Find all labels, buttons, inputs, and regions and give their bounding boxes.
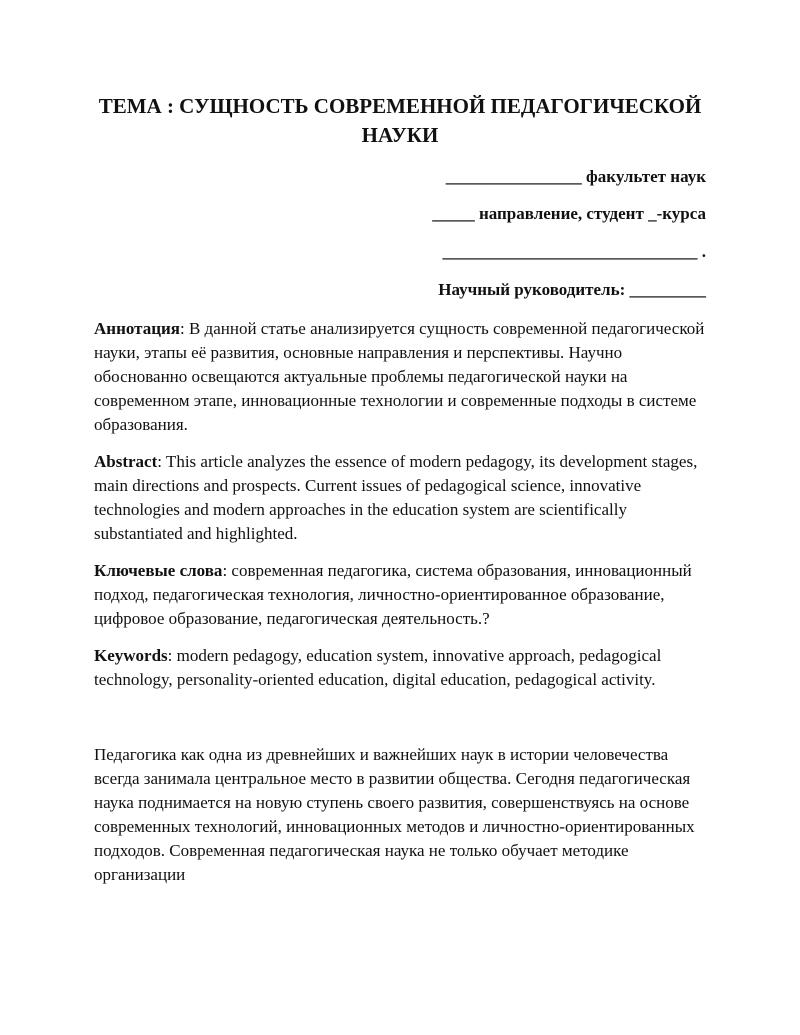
keywords-ru-paragraph [94,559,706,631]
abstract-label: Abstract [94,452,158,471]
faculty-line: ________________ факультет наук [445,167,706,186]
author-info [94,166,706,301]
keywords-en-label: Keywords [94,646,168,665]
annotation-paragraph [94,317,706,437]
keywords-en-paragraph [94,644,706,692]
keywords-ru-text: : современная педагогика, система образования, инновационный подход, педагогическая технология, личностно-ориентированное образование, цифровое образование, педагогическая деятельность.? [94,561,692,628]
annotation-text: : В данной статье анализируется сущность современной педагогической науки, этапы её развития, основные направления и перспективы. Научно обоснованно освещаются актуальные проблемы педагогической науки на современном этапе, инновационные технологии и современные подходы в системе образования. [94,319,705,434]
direction-line: _____ направление, студент _-курса [432,204,706,223]
annotation-label: Аннотация [94,319,180,338]
keywords-ru-label: Ключевые слова [94,561,223,580]
student-name-line: ______________________________ . [442,242,706,261]
abstract-paragraph [94,450,706,546]
document-title: ТЕМА : СУЩНОСТЬ СОВРЕМЕННОЙ ПЕДАГОГИЧЕСКОЙ НАУКИ [98,94,702,147]
body-paragraph: Педагогика как одна из древнейших и важнейших наук в истории человечества всегда занимала центральное место в развитии общества. Сегодня педагогическая наука поднимается на новую ступень своего развития, совершенствуясь на основе современных технологий, инновационных методов и личностно-ориентированных подходов. Современная педагогическая наука не только обучает методике организации [94,745,695,884]
supervisor-line: Научный руководитель: _________ [438,280,706,299]
keywords-en-text: : modern pedagogy, education system, innovative approach, pedagogical technology, personality-oriented education, digital education, pedagogical activity. [94,646,662,689]
abstract-text: : This article analyzes the essence of modern pedagogy, its development stages, main directions and prospects. Current issues of pedagogical science, innovative technologies and modern approaches in the education system are scientifically substantiated and highlighted. [94,452,698,543]
